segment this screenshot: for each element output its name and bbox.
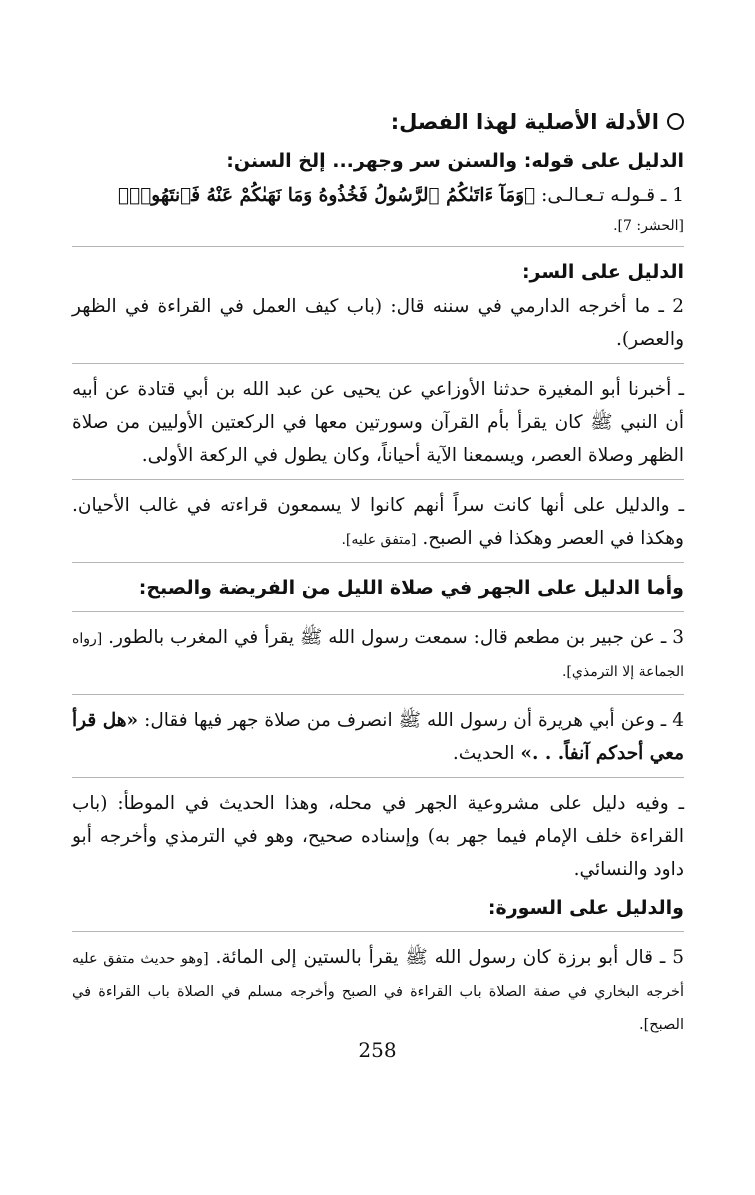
paragraph-1-text: 1 ـ قـولـه تـعـالـى: (535, 185, 684, 206)
paragraph-6-text: 4 ـ وعن أبي هريرة أن رسول الله ﷺ انصرف من صلاة جهر فيها فقال: (138, 710, 684, 731)
heading-surah: والدليل على السورة: (487, 897, 684, 919)
section-title (72, 105, 684, 139)
paragraph-8-ref: [وهو حديث متفق عليه أخرجه البخاري في صفة الصلاة باب القراءة في الصبح وأخرجه مسلم في الصلاة باب القراءة في الصبح]. (72, 951, 684, 1033)
paragraph-4-text: ـ والدليل على أنها كانت سراً أنهم كانوا لا يسمعون قراءته في غالب الأحيان. وهكذا في العصر وهكذا في الصبح. (72, 495, 684, 549)
hadith-quote: «هل قرأ معي أحدكم آنفاً. . .» (72, 710, 684, 764)
paragraph-5-ref: [رواه الجماعة إلا الترمذي]. (72, 631, 684, 680)
paragraph-6 (72, 704, 684, 770)
heading-loud: وأما الدليل على الجهر في صلاة الليل من الفريضة والصبح: (138, 577, 684, 599)
separator (72, 363, 684, 364)
page-number: 258 (358, 1038, 397, 1062)
paragraph-8-text: 5 ـ قال أبو برزة كان رسول الله ﷺ يقرأ بالستين إلى المائة. (208, 947, 684, 968)
paragraph-8 (72, 941, 684, 1040)
paragraph-4 (72, 489, 684, 555)
paragraph-6-end: الحديث. (452, 743, 521, 764)
surah-reference: [الحشر: 7]. (613, 218, 684, 234)
paragraph-5 (72, 621, 684, 687)
separator (72, 611, 684, 612)
quran-verse: ﴿وَمَآ ءَاتَىٰكُمُ ٱلرَّسُولُ فَخُذُوهُ وَمَا نَهَىٰكُمْ عَنْهُ فَٱنتَهُوا۟﴾ (118, 185, 536, 206)
separator (72, 562, 684, 563)
paragraph-5-text: 3 ـ عن جبير بن مطعم قال: سمعت رسول الله ﷺ يقرأ في المغرب بالطور. (102, 627, 684, 648)
separator (72, 777, 684, 778)
paragraph-1 (72, 179, 684, 213)
section-title-text: الأدلة الأصلية لهذا الفصل: (390, 110, 659, 134)
paragraph-7: ـ وفيه دليل على مشروعية الجهر في محله، وهذا الحديث في الموطأ: (باب القراءة خلف الإمام فيما جهر به) وإسناده صحيح، وهو في الترمذي وأخرجه أبو داود والنسائي. (72, 793, 684, 880)
page-body (72, 105, 684, 1044)
circle-bullet-icon (667, 113, 684, 130)
paragraph-3: ـ أخبرنا أبو المغيرة حدثنا الأوزاعي عن يحيى عن عبد الله بن أبي قتادة عن أبيه أن النبي ﷺ كان يقرأ بأم القرآن وسورتين معها في الركعتين الأوليين من صلاة الظهر وصلاة العصر، ويسمعنا الآية أحياناً، وكان يطول في الركعة الأولى. (72, 379, 684, 466)
separator (72, 931, 684, 932)
separator (72, 479, 684, 480)
paragraph-2: 2 ـ ما أخرجه الدارمي في سننه قال: (باب كيف العمل في القراءة في الظهر والعصر). (72, 296, 684, 350)
heading-sunan: الدليل على قوله: والسنن سر وجهر... إلخ السنن: (226, 150, 684, 172)
separator (72, 246, 684, 247)
separator (72, 694, 684, 695)
heading-secret: الدليل على السر: (521, 261, 684, 283)
paragraph-4-ref: [متفق عليه]. (341, 532, 417, 548)
